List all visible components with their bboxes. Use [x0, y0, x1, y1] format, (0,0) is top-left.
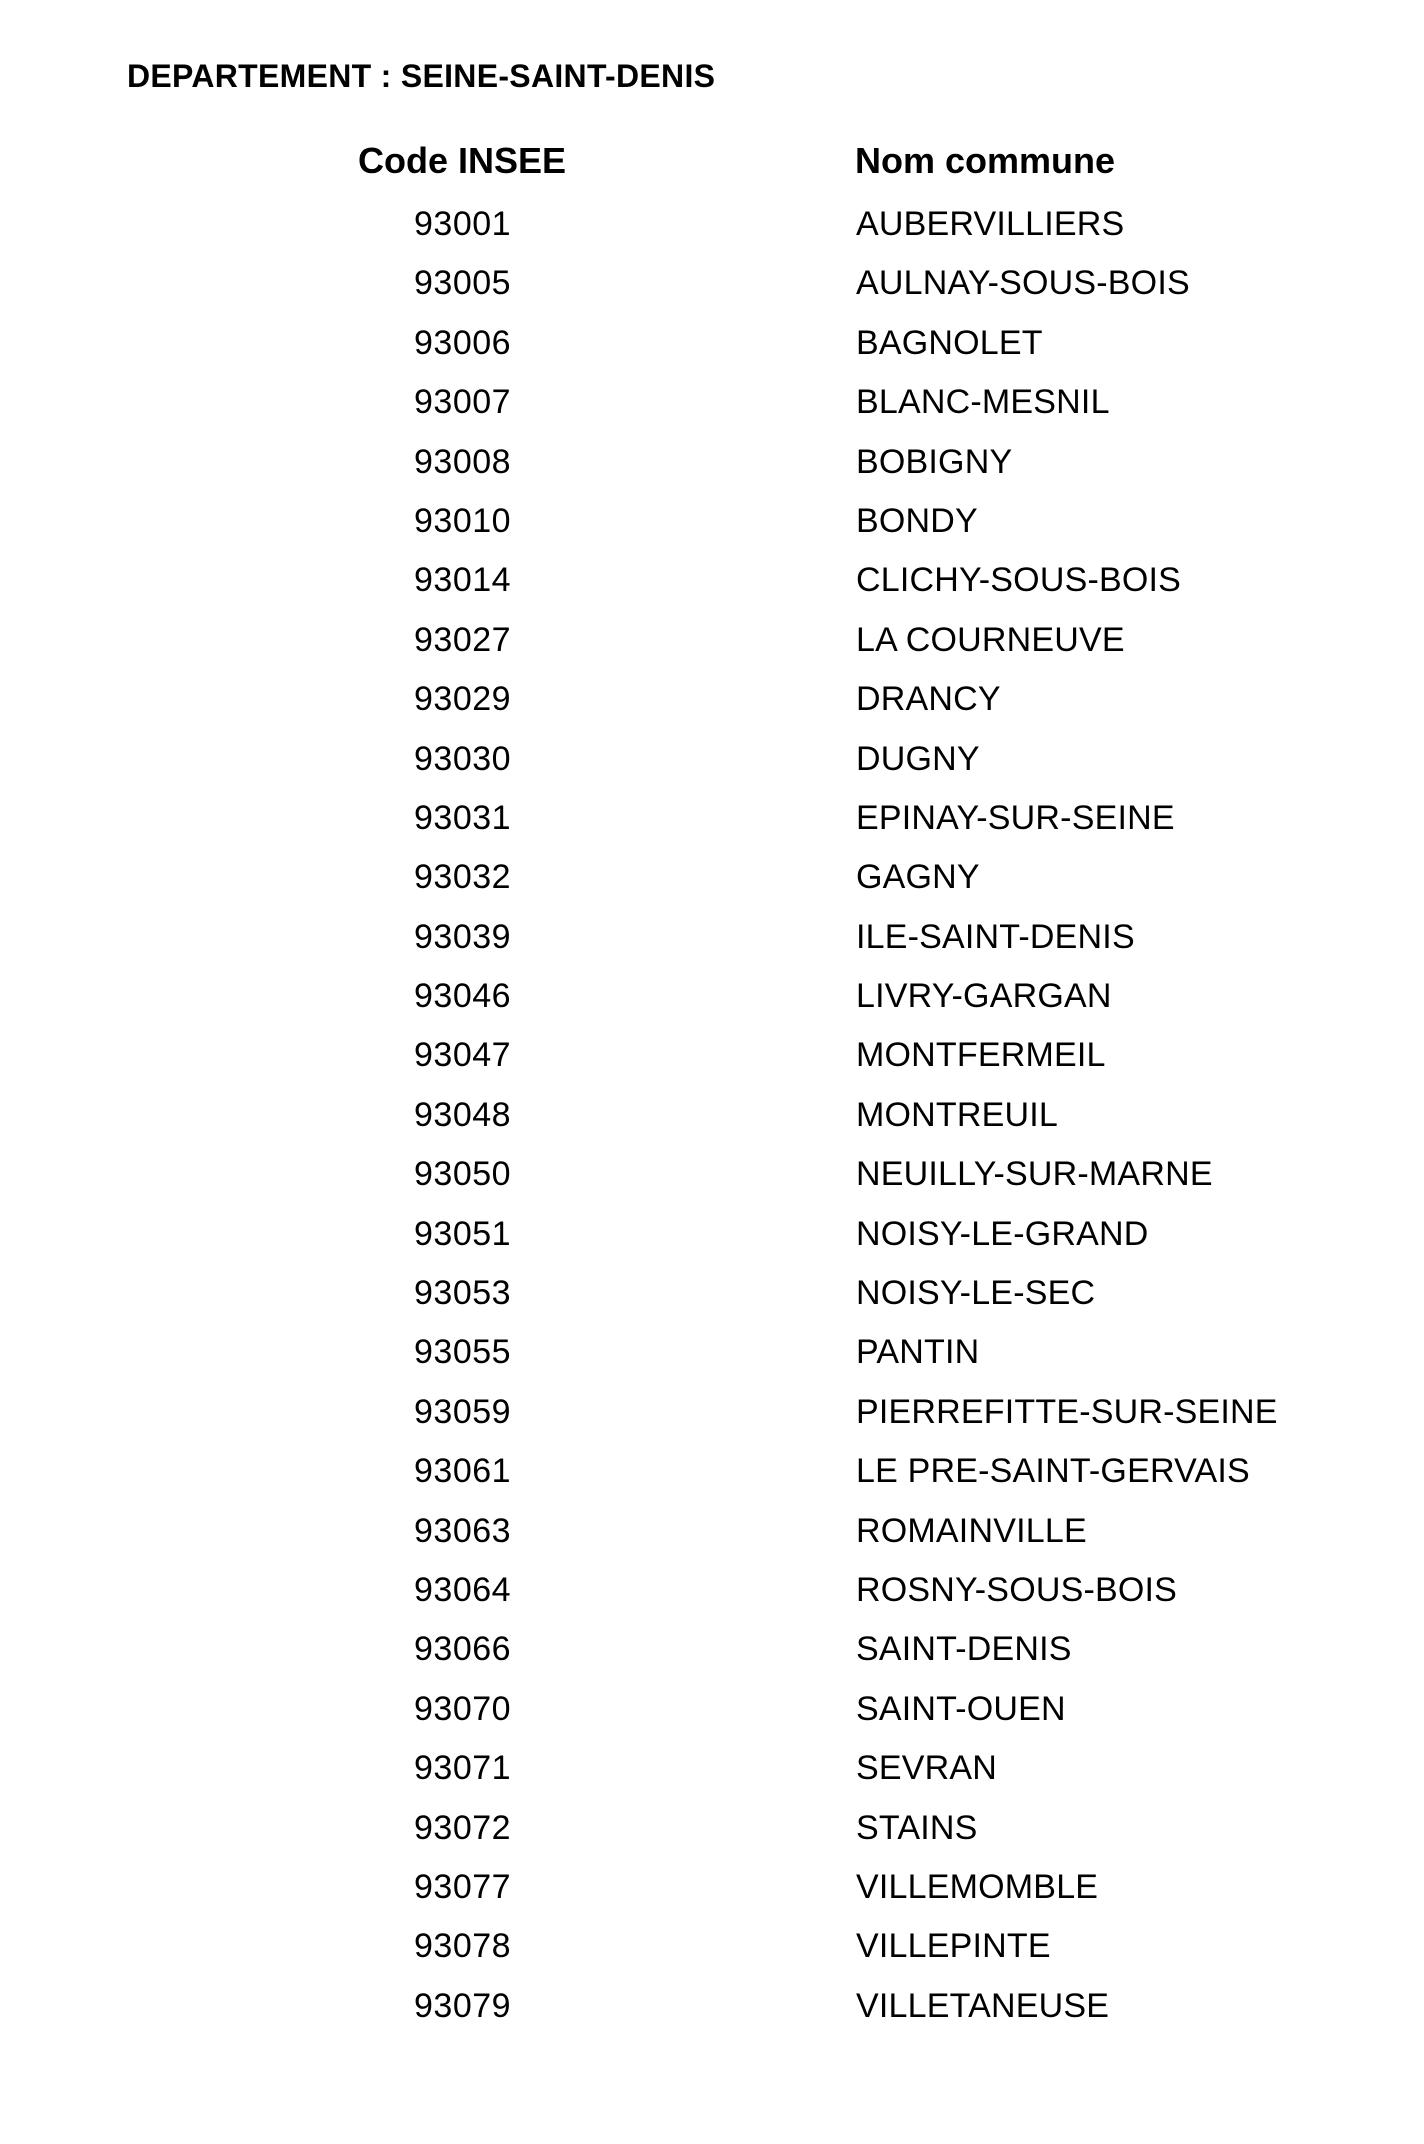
nom-commune-cell: NEUILLY-SUR-MARNE	[856, 1155, 1213, 1194]
code-insee-cell: 93050	[414, 1155, 512, 1194]
nom-commune-cell: LIVRY-GARGAN	[856, 977, 1112, 1016]
table-row	[0, 1452, 1424, 1511]
table-row	[0, 1987, 1424, 2046]
nom-commune-cell: STAINS	[856, 1808, 978, 1847]
table-row	[0, 1036, 1424, 1095]
table-row	[0, 1927, 1424, 1986]
code-insee-cell: 93064	[414, 1570, 512, 1609]
code-insee-cell: 93014	[414, 561, 512, 600]
table-row	[0, 1155, 1424, 1214]
table-row	[0, 1333, 1424, 1392]
nom-commune-cell: BOBIGNY	[856, 442, 1013, 481]
nom-commune-cell: SEVRAN	[856, 1749, 998, 1788]
code-insee-cell: 93047	[414, 1036, 512, 1075]
table-row	[0, 1571, 1424, 1630]
nom-commune-cell: DUGNY	[856, 739, 980, 778]
nom-commune-cell: SAINT-OUEN	[856, 1689, 1066, 1728]
column-header-code-insee: Code INSEE	[358, 140, 567, 181]
code-insee-cell: 93078	[414, 1927, 512, 1966]
code-insee-cell: 93008	[414, 442, 512, 481]
nom-commune-cell: AULNAY-SOUS-BOIS	[856, 264, 1190, 303]
code-insee-cell: 93007	[414, 383, 512, 422]
table-row	[0, 502, 1424, 561]
nom-commune-cell: BONDY	[856, 501, 978, 540]
nom-commune-cell: PIERREFITTE-SUR-SEINE	[856, 1392, 1278, 1431]
code-insee-cell: 93048	[414, 1095, 512, 1134]
table-row	[0, 1215, 1424, 1274]
nom-commune-cell: ROSNY-SOUS-BOIS	[856, 1570, 1178, 1609]
code-insee-cell: 93071	[414, 1749, 512, 1788]
code-insee-cell: 93001	[414, 205, 512, 243]
code-insee-cell: 93006	[414, 323, 512, 362]
table-row	[0, 1274, 1424, 1333]
code-insee-cell: 93061	[414, 1452, 512, 1491]
code-insee-cell: 93039	[414, 917, 512, 956]
table-row	[0, 1749, 1424, 1808]
code-insee-cell: 93066	[414, 1630, 512, 1669]
code-insee-cell: 93029	[414, 680, 512, 719]
table-row	[0, 324, 1424, 383]
code-insee-cell: 93053	[414, 1274, 512, 1313]
table-row	[0, 1096, 1424, 1155]
table-row	[0, 1868, 1424, 1927]
code-insee-cell: 93030	[414, 739, 512, 778]
nom-commune-cell: VILLETANEUSE	[856, 1986, 1110, 2025]
nom-commune-cell: VILLEPINTE	[856, 1927, 1051, 1966]
nom-commune-cell: PANTIN	[856, 1333, 980, 1372]
code-insee-cell: 93005	[414, 264, 512, 303]
nom-commune-cell: AUBERVILLIERS	[856, 205, 1125, 243]
table-row	[0, 1630, 1424, 1689]
table-row	[0, 1809, 1424, 1868]
table-row	[0, 799, 1424, 858]
code-insee-cell: 93077	[414, 1867, 512, 1906]
nom-commune-cell: ILE-SAINT-DENIS	[856, 917, 1135, 956]
nom-commune-cell: NOISY-LE-SEC	[856, 1274, 1096, 1313]
table-row	[0, 918, 1424, 977]
nom-commune-cell: CLICHY-SOUS-BOIS	[856, 561, 1182, 600]
table-row	[0, 1512, 1424, 1571]
code-insee-cell: 93031	[414, 798, 512, 837]
nom-commune-cell: EPINAY-SUR-SEINE	[856, 798, 1175, 837]
code-insee-cell: 93063	[414, 1511, 512, 1550]
nom-commune-cell: LE PRE-SAINT-GERVAIS	[856, 1452, 1250, 1491]
code-insee-cell: 93055	[414, 1333, 512, 1372]
code-insee-cell: 93046	[414, 977, 512, 1016]
nom-commune-cell: MONTFERMEIL	[856, 1036, 1106, 1075]
nom-commune-cell: MONTREUIL	[856, 1095, 1059, 1134]
department-title: DEPARTEMENT : SEINE-SAINT-DENIS	[127, 58, 716, 94]
code-insee-cell: 93079	[414, 1986, 512, 2025]
code-insee-cell: 93032	[414, 858, 512, 897]
nom-commune-cell: BLANC-MESNIL	[856, 383, 1110, 422]
table-row	[0, 977, 1424, 1036]
table-row	[0, 740, 1424, 799]
code-insee-cell: 93010	[414, 501, 512, 540]
nom-commune-cell: VILLEMOMBLE	[856, 1867, 1099, 1906]
nom-commune-cell: SAINT-DENIS	[856, 1630, 1072, 1669]
code-insee-cell: 93051	[414, 1214, 512, 1253]
nom-commune-cell: GAGNY	[856, 858, 980, 897]
table-row	[0, 383, 1424, 442]
column-header-nom-commune: Nom commune	[855, 140, 1116, 181]
table-row	[0, 205, 1424, 264]
table-row	[0, 858, 1424, 917]
code-insee-cell: 93070	[414, 1689, 512, 1728]
commune-table	[0, 205, 1424, 2046]
code-insee-cell: 93027	[414, 620, 512, 659]
code-insee-cell: 93059	[414, 1392, 512, 1431]
table-row	[0, 621, 1424, 680]
nom-commune-cell: NOISY-LE-GRAND	[856, 1214, 1149, 1253]
nom-commune-cell: LA COURNEUVE	[856, 620, 1125, 659]
nom-commune-cell: BAGNOLET	[856, 323, 1043, 362]
nom-commune-cell: DRANCY	[856, 680, 1001, 719]
table-row	[0, 1393, 1424, 1452]
table-row	[0, 680, 1424, 739]
table-row	[0, 264, 1424, 323]
nom-commune-cell: ROMAINVILLE	[856, 1511, 1087, 1550]
table-row	[0, 443, 1424, 502]
code-insee-cell: 93072	[414, 1808, 512, 1847]
table-row	[0, 1690, 1424, 1749]
table-row	[0, 561, 1424, 620]
